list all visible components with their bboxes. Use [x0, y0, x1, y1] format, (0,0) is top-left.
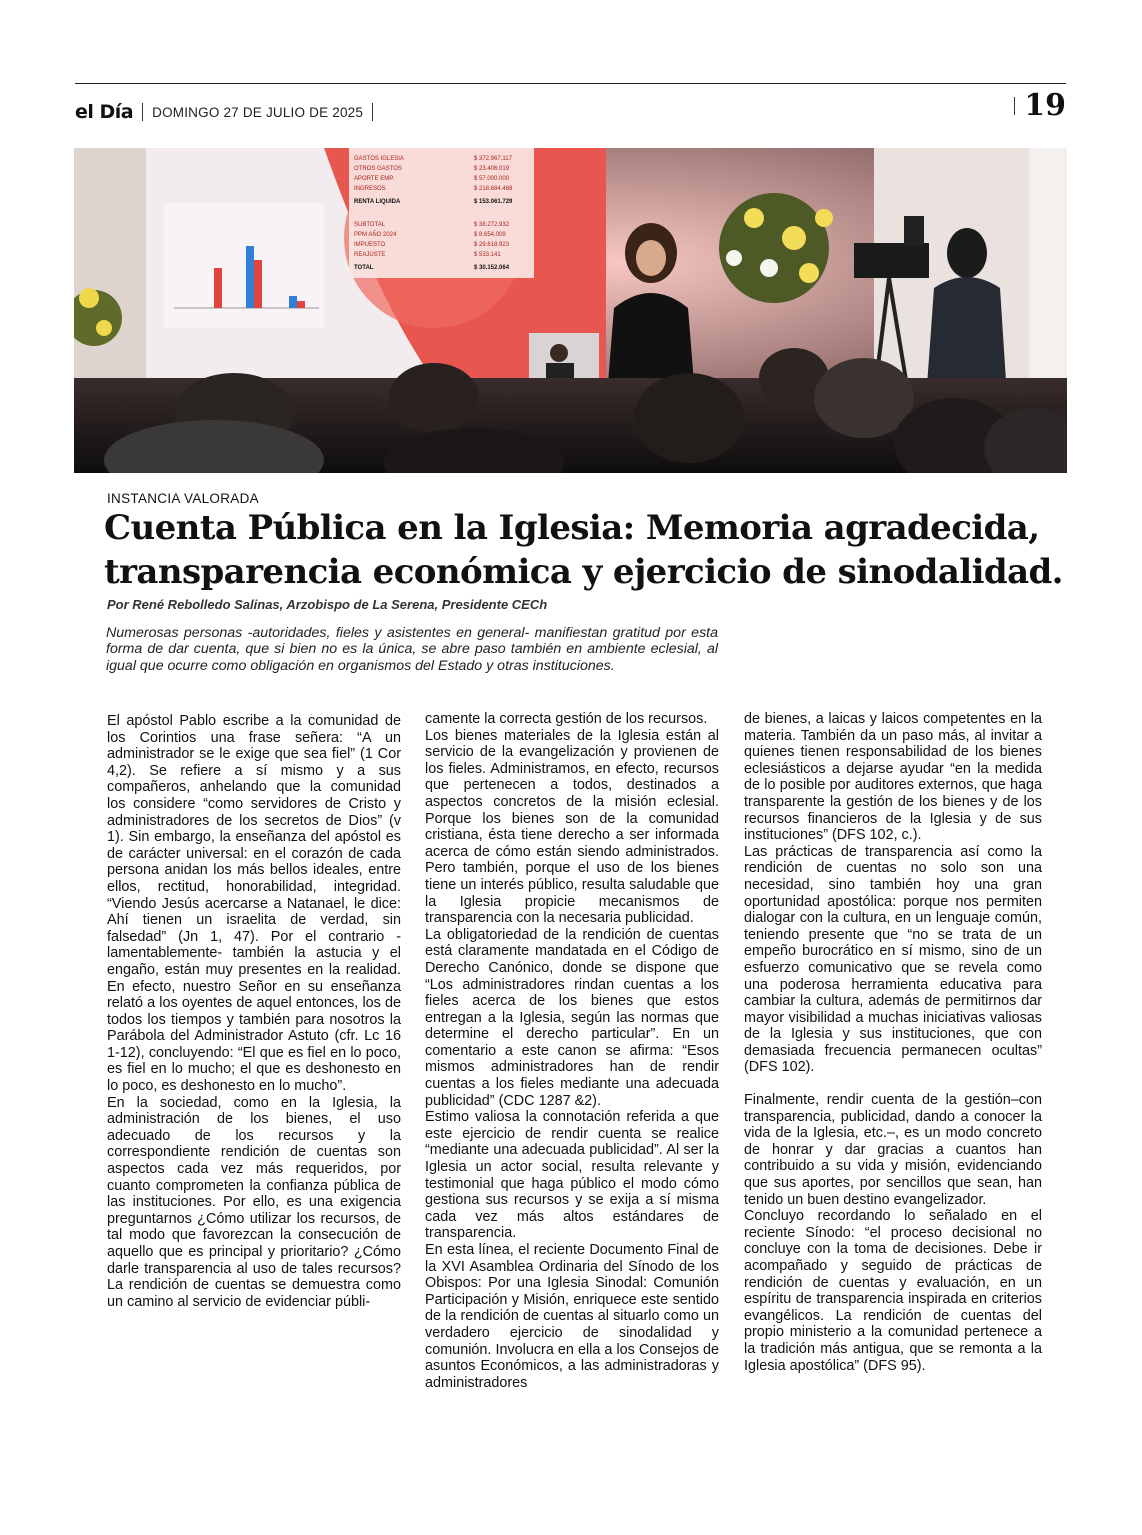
paragraph: El apóstol Pablo escribe a la comunidad de los Corintios una frase señera: “A un administrador se le exige que sea fiel” (1 Cor 4,2). Se refiere a sí mismo y a sus compañeros, anhelando que la comunidad los considere “como servidores de Cristo y administradores de los secretos de Dios” (v 1). Sin embargo, la enseñanza del apóstol es de carácter universal: en el corazón de cada persona anidan los más bellos ideales, entre ellos, rectitud, honorabilidad, integridad. “Viendo Jesús acercarse a Natanael, le dice: Ahí tienen un israelita de verdad, sin falsedad” (Jn 1, 47). Por el contrario - lamentablemente- también la astucia y el engaño, están muy presentes en la realidad. En efecto, nuestro Señor en su enseñanza relató a los oyentes de aquel entonces, los de todos los tiempos y también para nosotros la Parábola del Administrador Astuto (cfr. Lc 16 1-12), concluyendo: “El que es fiel en lo poco, es fiel en lo mucho; el que es deshonesto en lo poco, es deshonesto en lo mucho”. [107, 713, 401, 1095]
article-column-2 [425, 711, 719, 1391]
paragraph: Las prácticas de transparencia así como la rendición de cuentas no solo son una necesidad, sino también hoy una gran oportunidad apostólica: porque nos permiten dialogar con la cultura, en un lenguaje común, teniendo presente que “no se trata de un empeño burocrático en sí mismo, sino de un esfuerzo comunicativo que se revela como una poderosa herramienta educativa para cambiar la cultura, además de permitirnos dar mayor visibilidad a muchas iniciativas valiosas de la Iglesia y sus instituciones, que con demasiada frecuencia permanecen ocultas” (DFS 102). [744, 843, 1042, 1076]
article-column-3 [744, 711, 1042, 1374]
svg-text:OTROS GASTOS: OTROS GASTOS [354, 166, 402, 172]
article-column-1 [107, 713, 401, 1310]
article-lead: Numerosas personas -autoridades, fieles y asistentes en general- manifiestan gratitud por esta forma de dar cuenta, que si bien no es la única, se abre paso también en ambiente eclesial, al igual que ocurre como obligación en organismos del Estado y otras instituciones. [106, 625, 718, 674]
paragraph: En la sociedad, como en la Iglesia, la administración de los bienes, el uso adecuado de los recursos y la correspondiente rendición de cuentas son aspectos cada vez más requeridos, por cuanto comprometen la confianza pública de las instituciones. Por ello, es una exigencia preguntarnos ¿Cómo utilizar los recursos, de tal modo que favorezcan la consecución de aquello que es principal y prioritario? ¿Cómo darle transparencia al uso de tales recursos? La rendición de cuentas se demuestra como un camino al servicio de evidenciar públi- [107, 1094, 401, 1310]
svg-text:GASTOS IGLESIA: GASTOS IGLESIA [354, 156, 404, 162]
svg-text:PPM AÑO 2024: PPM AÑO 2024 [354, 232, 397, 238]
paragraph: Estimo valiosa la connotación referida a que este ejercicio de rendir cuenta se realice “mediante una adecuada publicidad”. Al ser la Iglesia un actor social, resulta relevante y testimonial que haga público el modo cómo gestiona sus recursos y se exija a sí misma cada vez más altos estándares de transparencia. [425, 1109, 719, 1242]
svg-text:IMPUESTO: IMPUESTO [354, 242, 386, 248]
svg-text:$ 533.141: $ 533.141 [474, 252, 501, 258]
svg-text:$ 30.152.064: $ 30.152.064 [474, 265, 510, 271]
article-headline: Cuenta Pública en la Iglesia: Memoria agradecida, transparencia económica y ejercicio de sinodalidad. [104, 508, 1063, 592]
svg-text:$ 38.272.932: $ 38.272.932 [474, 222, 510, 228]
svg-text:$ 29.618.923: $ 29.618.923 [474, 242, 510, 248]
svg-text:$ 153.061.729: $ 153.061.729 [474, 199, 513, 205]
svg-text:SUBTOTAL: SUBTOTAL [354, 222, 386, 228]
paragraph: de bienes, a laicas y laicos competentes en la materia. También da un paso más, al invitar a quienes tienen responsabilidad de los bienes eclesiásticos a dejarse ayudar “en la medida de lo posible por auditores externos, que haga transparente la gestión de los bienes y de los recursos financieros de la Iglesia y de sus instituciones” (DFS 102, c.). [744, 711, 1042, 844]
paragraph: camente la correcta gestión de los recursos. [425, 711, 708, 727]
newspaper-logo: el Día [75, 101, 134, 123]
paragraph: Finalmente, rendir cuenta de la gestión–con transparencia, publicidad, dando a conocer la vida de la Iglesia, etc.–, es un modo concreto de honrar y dar gracias a cuantos han contribuido a su vida y misión, evidenciando que sus aportes, por sencillos que sean, han tenido un buen destino evangelizador. [744, 1092, 1042, 1208]
article-byline: Por René Rebolledo Salinas, Arzobispo de La Serena, Presidente CECh [107, 597, 548, 612]
svg-text:APORTE EMP.: APORTE EMP. [354, 176, 395, 182]
svg-text:$ 372.967.117: $ 372.967.117 [474, 156, 512, 162]
divider [1014, 97, 1015, 115]
svg-text:$ 23.406.019: $ 23.406.019 [474, 166, 510, 172]
svg-text:$ 57.000.000: $ 57.000.000 [474, 176, 510, 182]
article-photo [74, 148, 1067, 473]
issue-date: DOMINGO 27 DE JULIO DE 2025 [152, 104, 364, 120]
divider [142, 103, 143, 121]
paragraph: La obligatoriedad de la rendición de cuentas está claramente mandatada en el Código de Derecho Canónico, donde se dispone que “Los administradores rindan cuentas a los fieles acerca de los bienes que estos entregan a la Iglesia, según las normas que determine el derecho particular”. En un comentario a este canon se afirma: “Esos mismos administradores han de rendir cuentas a los fieles mediante una adecuada publicidad” (CDC 1287 &2). [425, 926, 719, 1109]
masthead [75, 100, 382, 124]
svg-text:INGRESOS: INGRESOS [354, 186, 386, 192]
svg-text:TOTAL: TOTAL [354, 265, 374, 271]
paragraph: Los bienes materiales de la Iglesia están al servicio de la evangelización y provienen de los fieles. Administramos, en efecto, recursos que pertenecen a todos, destinados a aspectos concretos de la misión eclesial. Porque los bienes son de la comunidad cristiana, ésta tiene derecho a ser informada acerca de cómo están siendo administrados. Pero también, porque el uso de los bienes tiene un interés público, resulta saludable que la Iglesia propicie mecanismos de transparencia con la necesaria publicidad. [425, 727, 719, 927]
top-rule [75, 83, 1066, 84]
paragraph: En esta línea, el reciente Documento Final de la XVI Asamblea Ordinaria del Sínodo de los Obispos: Por una Iglesia Sinodal: Comunión Participación y Misión, enriquece este sentido de la rendición de cuentas al situarlo como un verdadero ejercicio de sinodalidad y comunión. Involucra en ella a los Consejos de asuntos Económicos, a las administradoras y administradores [425, 1242, 719, 1391]
svg-text:$ 8.654.009: $ 8.654.009 [474, 232, 506, 238]
page-number-block [1005, 88, 1066, 123]
page-number: 19 [1024, 88, 1066, 123]
paragraph-gap [744, 1076, 1042, 1092]
paragraph: Concluyo recordando lo señalado en el reciente Sínodo: “el proceso decisional no concluye con la toma de decisiones. Debe ir acompañado y seguido de prácticas de rendición de cuentas y evaluación, en un espíritu de transparencia inspirada en criterios evangélicos. La rendición de cuentas del propio ministerio a la comunidad pertenece a la tradición más antigua, que se remonta a la Iglesia apostólica” (DFS 95). [744, 1208, 1042, 1374]
svg-text:$ 218.684.468: $ 218.684.468 [474, 186, 513, 192]
svg-text:RENTA LIQUIDA: RENTA LIQUIDA [354, 199, 401, 205]
conference-photo-icon [74, 148, 1067, 473]
article-kicker: INSTANCIA VALORADA [107, 491, 259, 506]
svg-text:REAJUSTE: REAJUSTE [354, 252, 386, 258]
divider [372, 103, 373, 121]
